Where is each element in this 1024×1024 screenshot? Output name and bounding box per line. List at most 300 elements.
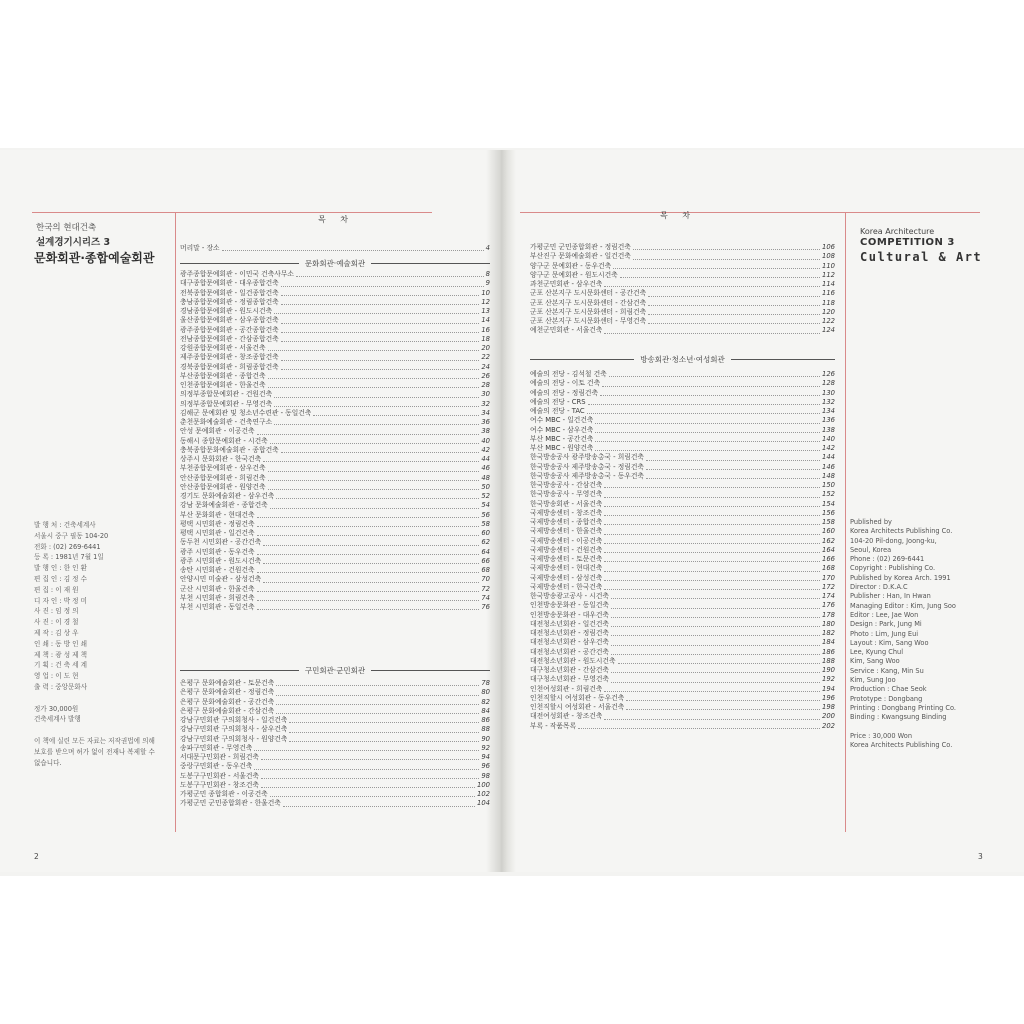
toc-row[interactable]: [180, 735, 490, 744]
toc-entry-text: 국제방송센터 - 한국건축: [530, 582, 603, 591]
toc-row[interactable]: [180, 529, 490, 538]
toc-entry-page: 154: [822, 499, 835, 508]
toc-row[interactable]: [530, 685, 835, 694]
toc-row[interactable]: [530, 546, 835, 555]
toc-row[interactable]: [530, 629, 835, 638]
dot-leader: [611, 608, 820, 609]
toc-row[interactable]: [180, 270, 490, 279]
toc-entry-page: 42: [481, 445, 490, 454]
toc-entry-page: 164: [822, 545, 835, 554]
dot-leader: [261, 778, 479, 779]
toc-entry-text: 과천군민회관 - 삼우건축: [530, 280, 603, 288]
section-heading-civic: [180, 665, 490, 676]
toc-row[interactable]: [530, 500, 835, 509]
toc-row[interactable]: [180, 707, 490, 716]
toc-entry-text: 가평군민 군민종합회관 - 한울건축: [180, 799, 281, 808]
section-heading-text: 문화회관·예술회관: [304, 259, 366, 268]
dot-leader: [281, 369, 480, 370]
toc-row[interactable]: [530, 574, 835, 583]
toc-entry-text: 부천 시민회관 - 희림건축: [180, 593, 255, 602]
toc-row[interactable]: [180, 455, 490, 464]
toc-row[interactable]: [180, 326, 490, 335]
toc-row[interactable]: [530, 389, 835, 398]
toc-row[interactable]: [530, 490, 835, 499]
dot-leader: [274, 424, 479, 425]
toc-entry-page: 152: [822, 490, 835, 499]
toc-entry-page: 166: [822, 555, 835, 563]
dot-leader: [604, 286, 820, 287]
colophon-line: 등 록 : 1981년 7월 1일: [34, 553, 104, 562]
dot-leader: [626, 700, 820, 701]
dot-leader: [268, 471, 480, 472]
toc-row[interactable]: [530, 289, 835, 298]
toc-entry-page: 13: [481, 307, 490, 315]
toc-entry-page: 194: [822, 684, 835, 693]
toc-entry-page: 56: [481, 510, 490, 519]
toc-row[interactable]: [530, 611, 835, 620]
toc-entry-page: 158: [822, 518, 835, 526]
dot-leader: [270, 508, 480, 509]
toc-entry-page: 18: [481, 334, 490, 343]
dot-leader: [604, 506, 820, 507]
toc-entry-text: 도봉구구민회관 - 서울건축: [180, 771, 259, 780]
toc-entry-text: 인천방송문화관 - 대우건축: [530, 610, 609, 619]
toc-entry-page: 138: [822, 425, 835, 434]
toc-row[interactable]: [180, 688, 490, 697]
publisher-line: Managing Editor : Kim, Jung Soo: [850, 601, 956, 610]
dot-leader: [289, 722, 479, 723]
dot-leader: [613, 268, 820, 269]
toc-entry-text: 상주시 문화회관 - 한국건축: [180, 455, 262, 463]
toc-row[interactable]: [180, 363, 490, 372]
toc-entry-page: 8: [485, 270, 490, 278]
left-top-rule: [32, 212, 432, 213]
right-toc-list-a: [530, 243, 835, 336]
book-gutter: [486, 150, 516, 872]
dot-leader: [296, 276, 484, 277]
toc-row[interactable]: [180, 520, 490, 529]
toc-entry-text: 양구군 문예회관 - 동우건축: [530, 261, 612, 270]
colophon-line: 이 책에 실린 모든 자료는 저작권법에 의해: [34, 736, 155, 745]
toc-entry-page: 24: [481, 362, 490, 371]
toc-entry-page: 198: [822, 703, 835, 711]
toc-entry-text: 대전청소년회관 - 일건건축: [530, 619, 609, 628]
publisher-line: Editor : Lee, Jae Won: [850, 610, 919, 619]
toc-row[interactable]: [530, 280, 835, 289]
dot-leader: [633, 249, 820, 250]
toc-entry-page: 102: [477, 790, 490, 798]
dot-leader: [609, 376, 820, 377]
left-intro: [180, 244, 490, 253]
toc-entry-text: 대구청소년회관 - 간삼건축: [530, 666, 609, 674]
toc-entry-text: 송파구민회관 - 무영건축: [180, 743, 253, 752]
toc-entry-page: 62: [481, 538, 490, 547]
toc-entry-text: 광주종합문예회관 - 이민국 건축사무소: [180, 270, 294, 278]
toc-entry-text: 군포 산본지구 도시문화센터 - 공간건축: [530, 289, 647, 298]
toc-entry-text: 대전청소년회관 - 원도시건축: [530, 656, 616, 665]
dot-leader: [257, 572, 480, 573]
toc-entry-text: 국제방송센터 - 창조건축: [530, 508, 603, 517]
book-title: 문화회관·종합예술회관: [34, 251, 155, 265]
dot-leader: [257, 600, 480, 601]
toc-row[interactable]: [180, 372, 490, 381]
toc-entry-text: 울산종합문예회관 - 삼우종합건축: [180, 316, 279, 325]
toc-row[interactable]: [530, 694, 835, 703]
toc-entry-page: 70: [481, 575, 490, 584]
toc-row[interactable]: [530, 271, 835, 280]
toc-row[interactable]: [530, 518, 835, 527]
toc-row[interactable]: [180, 381, 490, 390]
dot-leader: [281, 286, 484, 287]
dot-leader: [281, 323, 480, 324]
colophon-line: 없습니다.: [34, 758, 62, 767]
toc-entry-page: 84: [481, 706, 490, 715]
toc-row[interactable]: [180, 772, 490, 781]
toc-entry-page: 78: [481, 679, 490, 687]
dot-leader: [268, 387, 480, 388]
toc-row[interactable]: [180, 483, 490, 492]
dot-leader: [281, 295, 480, 296]
toc-entry-text: 강남구민회관 구의회청사 - 일건건축: [180, 716, 288, 724]
toc-row[interactable]: [180, 585, 490, 594]
toc-row[interactable]: [530, 299, 835, 308]
section-heading-text: 구민회관·군민회관: [304, 666, 366, 675]
toc-entry-text: 한국방송공사 - 무영건축: [530, 490, 603, 499]
left-margin-rule: [175, 212, 176, 832]
dot-leader: [604, 691, 820, 692]
dot-leader: [646, 478, 820, 479]
toc-row[interactable]: [530, 675, 835, 684]
toc-entry-page: 136: [822, 416, 835, 425]
toc-entry-text: 여수 MBC - 삼우건축: [530, 425, 594, 434]
toc-row[interactable]: [530, 712, 835, 721]
toc-row[interactable]: [530, 537, 835, 546]
toc-row[interactable]: [180, 492, 490, 501]
dot-leader: [587, 413, 820, 414]
toc-entry-text: 한국방송광고공사 - 시건축: [530, 592, 609, 600]
toc-row[interactable]: [530, 555, 835, 564]
toc-entry-text: 부산 MBC - 원양건축: [530, 444, 594, 452]
publisher-line: Publisher : Han, In Hwan: [850, 592, 931, 601]
right-toc-list-b: [530, 370, 835, 731]
toc-row[interactable]: [180, 400, 490, 409]
toc-entry-text: 한국방송공사 제주방송총국 - 정림건축: [530, 462, 644, 471]
toc-row[interactable]: [180, 511, 490, 520]
toc-row[interactable]: [180, 464, 490, 473]
colophon-line: 편 집 : 이 재 원: [34, 585, 79, 594]
toc-entry-page: 14: [481, 316, 490, 325]
toc-row[interactable]: [530, 722, 835, 731]
section-heading-broadcast: [530, 354, 835, 365]
en-book-title: Cultural & Art: [860, 250, 983, 264]
toc-entry-text: 군포 산본지구 도시문화센터 - 간삼건축: [530, 298, 647, 307]
dot-leader: [611, 617, 820, 618]
toc-entry-page: 10: [481, 288, 490, 297]
publisher-line: Published by Korea Arch. 1991: [850, 573, 951, 582]
toc-entry-text: 안산종합문예회관 - 원양건축: [180, 482, 266, 491]
toc-row[interactable]: [180, 762, 490, 771]
dot-leader: [281, 332, 480, 333]
toc-row[interactable]: [530, 601, 835, 610]
toc-row[interactable]: [180, 474, 490, 483]
toc-entry-page: 34: [481, 408, 490, 417]
toc-entry-page: 140: [822, 434, 835, 443]
toc-entry-page: 44: [481, 455, 490, 463]
toc-entry-text: 대구종합문예회관 - 대우종합건축: [180, 279, 279, 288]
dot-leader: [263, 461, 479, 462]
dot-leader: [257, 609, 480, 610]
toc-entry-page: 144: [822, 453, 835, 462]
toc-entry-text: 송탄 시민회관 - 건원건축: [180, 566, 255, 574]
toc-entry-text: 예술의 전당 - 김석철 건축: [530, 370, 607, 378]
toc-entry-page: 50: [481, 482, 490, 491]
toc-entry-text: 강남 문화예술회관 - 종합건축: [180, 501, 268, 510]
toc-entry-page: 100: [477, 780, 490, 789]
dot-leader: [270, 796, 475, 797]
toc-row[interactable]: [180, 790, 490, 799]
toc-row[interactable]: [180, 557, 490, 566]
toc-row[interactable]: [180, 744, 490, 753]
toc-entry-page: 132: [822, 397, 835, 406]
toc-entry-text: 대전여성회관 - 창조건축: [530, 712, 603, 721]
toc-row[interactable]: [530, 379, 835, 388]
toc-entry-page: 124: [822, 326, 835, 335]
toc-row[interactable]: [180, 603, 490, 612]
dot-leader: [276, 704, 479, 705]
toc-entry-page: 80: [481, 688, 490, 697]
toc-entry-text: 의정부종합문예회관 - 건원건축: [180, 390, 273, 399]
dot-leader: [604, 561, 820, 562]
dot-leader: [611, 598, 820, 599]
colophon-line: 디 자 인 : 박 정 미: [34, 596, 88, 605]
toc-entry-text: 동해시 종합문예회관 - 시건축: [180, 436, 268, 445]
publisher-line: Printing : Dongbang Printing Co.: [850, 703, 957, 712]
toc-entry-page: 72: [481, 584, 490, 593]
toc-entry-text: 은평구 문화예술회관 - 정림건축: [180, 688, 275, 697]
toc-entry-page: 30: [481, 390, 490, 399]
colophon-line: 발 행 인 : 한 인 환: [34, 564, 88, 573]
dot-leader: [648, 305, 820, 306]
toc-entry-page: 162: [822, 536, 835, 545]
toc-entry-page: 58: [481, 519, 490, 528]
dot-leader: [604, 534, 820, 535]
toc-entry-text: 가평군민 군민종합회관 - 정림건축: [530, 243, 631, 251]
toc-row[interactable]: [530, 481, 835, 490]
toc-entry-text: 인천방송문화관 - 동일건축: [530, 601, 609, 610]
toc-entry-text: 경북종합문예회관 - 희림종합건축: [180, 362, 279, 371]
toc-row[interactable]: [180, 289, 490, 298]
dot-leader: [263, 563, 479, 564]
toc-row[interactable]: [530, 370, 835, 379]
toc-row[interactable]: [180, 575, 490, 584]
dot-leader: [604, 580, 820, 581]
toc-row[interactable]: [530, 326, 835, 335]
toc-row[interactable]: [180, 353, 490, 362]
toc-entry-page: 52: [481, 492, 490, 500]
toc-entry-page: 20: [481, 344, 490, 352]
toc-row[interactable]: [530, 262, 835, 271]
toc-row[interactable]: [180, 753, 490, 762]
toc-entry-page: 120: [822, 307, 835, 316]
toc-row[interactable]: [180, 437, 490, 446]
toc-row[interactable]: [530, 426, 835, 435]
toc-entry-page: 90: [481, 734, 490, 743]
toc-row[interactable]: [530, 638, 835, 647]
section-heading-culture: [180, 258, 490, 269]
toc-entry-page: 182: [822, 629, 835, 637]
toc-row[interactable]: [180, 279, 490, 288]
toc-row[interactable]: [530, 703, 835, 712]
toc-row[interactable]: [180, 335, 490, 344]
colophon-korean: [34, 520, 174, 768]
toc-row[interactable]: [180, 799, 490, 808]
toc-row[interactable]: [180, 501, 490, 510]
toc-row[interactable]: [530, 564, 835, 573]
toc-entry-page: 94: [481, 753, 490, 761]
toc-entry-text: 부산 MBC - 공간건축: [530, 434, 594, 443]
dot-leader: [263, 582, 479, 583]
toc-row[interactable]: [530, 252, 835, 261]
publisher-line: Price : 30,000 Won: [850, 731, 913, 740]
colophon-line: 건축세계사 발행: [34, 715, 81, 724]
toc-row[interactable]: [180, 298, 490, 307]
toc-row[interactable]: [180, 307, 490, 316]
toc-row[interactable]: [180, 390, 490, 399]
toc-entry-text: 의정부종합문예회관 - 무영건축: [180, 399, 273, 408]
toc-entry-page: 196: [822, 693, 835, 702]
toc-row[interactable]: [180, 716, 490, 725]
toc-row[interactable]: [530, 620, 835, 629]
colophon-line: 전화 : (02) 269-6441: [34, 542, 101, 551]
toc-entry-text: 춘천문화예술회관 - 건축연구소: [180, 418, 273, 426]
dot-leader: [648, 314, 820, 315]
toc-row[interactable]: [530, 435, 835, 444]
toc-row[interactable]: [180, 538, 490, 547]
toc-entry-page: 200: [822, 712, 835, 721]
toc-row[interactable]: [530, 527, 835, 536]
dot-leader: [274, 313, 479, 314]
toc-row[interactable]: [530, 509, 835, 518]
toc-entry-page: 22: [481, 353, 490, 362]
toc-row[interactable]: [180, 566, 490, 575]
toc-entry-text: 강원종합문예회관 - 서울건축: [180, 344, 266, 352]
toc-entry-page: 96: [481, 762, 490, 771]
toc-row[interactable]: [180, 725, 490, 734]
toc-row[interactable]: [180, 594, 490, 603]
toc-entry-text: 부록 - 작품목록: [530, 721, 577, 730]
toc-entry-page: 168: [822, 564, 835, 573]
toc-row[interactable]: [530, 416, 835, 425]
dot-leader: [270, 443, 480, 444]
toc-entry-text: 가평군민 종합회관 - 이공건축: [180, 790, 268, 798]
dot-leader: [289, 741, 479, 742]
toc-row[interactable]: [180, 316, 490, 325]
toc-entry-text: 한국방송공사 광주방송총국 - 희림건축: [530, 453, 644, 462]
toc-row[interactable]: [530, 308, 835, 317]
toc-row[interactable]: [530, 648, 835, 657]
toc-row[interactable]: [180, 548, 490, 557]
toc-entry-text: 여수 MBC - 일건건축: [530, 416, 594, 425]
toc-row[interactable]: [530, 317, 835, 326]
toc-entry-text: 부산종합문예회관 - 종합건축: [180, 371, 266, 380]
toc-row[interactable]: [180, 781, 490, 790]
toc-entry-text: 충북종합문화예술회관 - 종합건축: [180, 445, 279, 454]
toc-entry-page: 36: [481, 418, 490, 426]
toc-entry-page: 38: [481, 427, 490, 436]
toc-entry-text: 인천직할시 여성회관 - 서울건축: [530, 703, 625, 711]
toc-entry-page: 92: [481, 743, 490, 752]
toc-row[interactable]: [180, 244, 490, 253]
toc-row[interactable]: [530, 243, 835, 252]
toc-entry-text: 안산종합문예회관 - 희림건축: [180, 473, 266, 482]
toc-row[interactable]: [530, 472, 835, 481]
publisher-line: Korea Architects Publishing Co.: [850, 527, 953, 536]
dot-leader: [648, 323, 820, 324]
colophon-line: 발 행 처 : 건축세계사: [34, 521, 96, 529]
colophon-line: 영 업 : 이 도 현: [34, 672, 79, 681]
colophon-line: [34, 725, 174, 736]
toc-row[interactable]: [180, 679, 490, 688]
dot-leader: [276, 695, 479, 696]
dot-leader: [257, 526, 480, 527]
toc-row[interactable]: [180, 427, 490, 436]
toc-entry-page: 82: [481, 697, 490, 706]
toc-entry-text: 은평구 문화예술회관 - 토문건축: [180, 679, 275, 687]
toc-entry-text: 예천군민회관 - 서울건축: [530, 326, 603, 335]
toc-row[interactable]: [530, 666, 835, 675]
colophon-line: 정가 30,000원: [34, 704, 79, 713]
toc-row[interactable]: [180, 698, 490, 707]
dot-leader: [257, 554, 480, 555]
toc-row[interactable]: [530, 657, 835, 666]
toc-entry-page: 48: [481, 473, 490, 482]
toc-row[interactable]: [530, 407, 835, 416]
toc-entry-page: 118: [822, 298, 835, 307]
toc-row[interactable]: [180, 446, 490, 455]
publisher-line: [850, 723, 1010, 732]
toc-row[interactable]: [180, 418, 490, 427]
toc-entry-text: 양구군 문예회관 - 원도시건축: [530, 270, 618, 279]
toc-entry-page: 150: [822, 481, 835, 489]
toc-entry-text: 군포 산본지구 도시문화센터 - 희림건축: [530, 307, 647, 316]
publisher-line: Kim, Sung Joo: [850, 676, 896, 685]
toc-entry-text: 대구청소년회관 - 무영건축: [530, 675, 609, 684]
toc-row[interactable]: [530, 592, 835, 601]
toc-entry-page: 74: [481, 593, 490, 602]
toc-entry-page: 26: [481, 371, 490, 380]
toc-entry-page: 106: [822, 243, 835, 251]
toc-row[interactable]: [530, 444, 835, 453]
toc-row[interactable]: [530, 463, 835, 472]
toc-entry-text: 국제방송센터 - 삼성건축: [530, 573, 603, 582]
dot-leader: [604, 543, 820, 544]
dot-leader: [604, 719, 820, 720]
toc-entry-text: 동두천 시민회관 - 공간건축: [180, 538, 262, 547]
dot-leader: [611, 672, 820, 673]
publisher-line: Prototype : Dongbang: [850, 694, 923, 703]
toc-row[interactable]: [530, 583, 835, 592]
toc-row[interactable]: [180, 409, 490, 418]
publisher-line: Design : Park, Jung Mi: [850, 620, 922, 629]
toc-row[interactable]: [180, 344, 490, 353]
toc-row[interactable]: [530, 398, 835, 407]
dot-leader: [263, 545, 479, 546]
publisher-line: Binding : Kwangsung Binding: [850, 713, 947, 722]
toc-entry-text: 부천종합문예회관 - 삼우건축: [180, 464, 266, 473]
dot-leader: [261, 759, 479, 760]
toc-row[interactable]: [530, 453, 835, 462]
dot-leader: [313, 415, 479, 416]
